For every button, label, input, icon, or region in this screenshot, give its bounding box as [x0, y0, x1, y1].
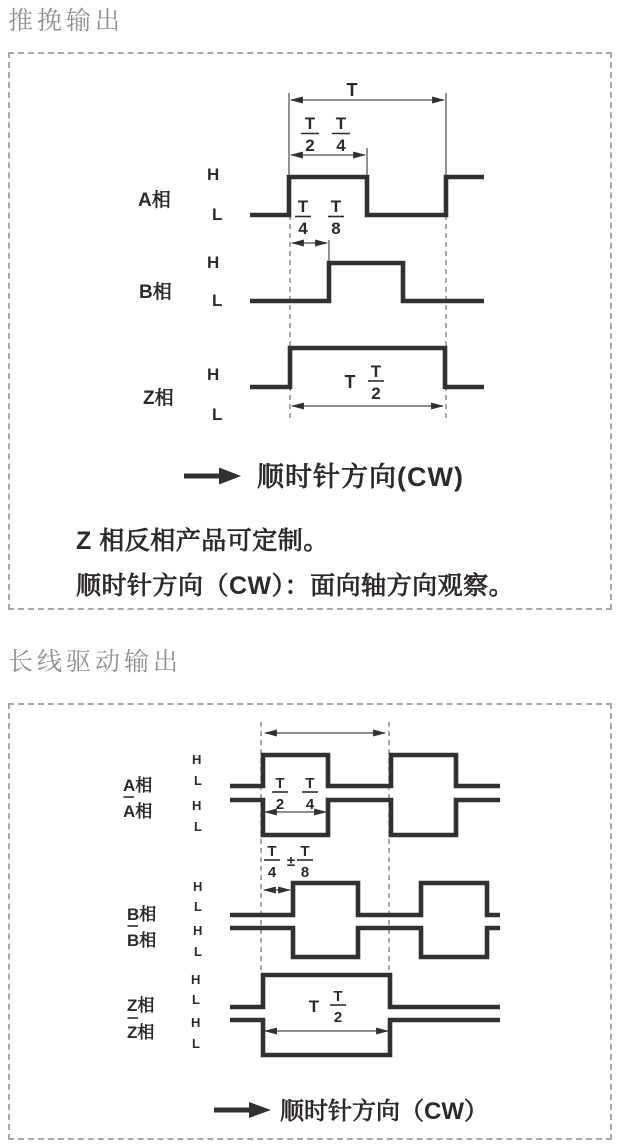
pushpull-section-title: 推挽输出 [8, 7, 125, 35]
phase-b-label: B相 [139, 282, 172, 303]
cw-arrow-icon [219, 468, 241, 485]
phase-b-low-label: L [212, 291, 223, 310]
phase-z-label: Z相 [143, 388, 174, 409]
z-low-label: L [192, 992, 200, 1007]
phase-a-waveform [250, 177, 484, 215]
note-z-invert: Z 相反相产品可定制。 [76, 527, 329, 555]
a-inv-high-label: H [192, 798, 202, 813]
phase-z-low-label: L [212, 405, 223, 424]
frac-t8-den: 8 [300, 864, 310, 881]
frac-t4-den: 4 [305, 796, 315, 813]
cw-direction-label: 顺时针方向（CW） [280, 1098, 488, 1125]
frac-t4-den: 4 [336, 136, 346, 155]
z-inv-high-label: H [191, 1015, 201, 1030]
z-high-label: H [191, 972, 201, 987]
phase-a-waveform [230, 755, 500, 786]
pushpull-timing-diagram [0, 52, 621, 500]
z-frac-t2-den: 2 [333, 1009, 343, 1026]
phase-z-inv-waveform [230, 1020, 500, 1055]
frac-t4b-num: T [267, 843, 277, 860]
z-frac-t2-den: 2 [371, 384, 381, 403]
frac-t2-num: T [304, 114, 316, 133]
frac-t8-num: T [300, 843, 310, 860]
phase-z-inv-label: Z相 [127, 1023, 155, 1042]
z-period-t-label: T [344, 372, 356, 392]
a-inv-low-label: L [194, 819, 202, 834]
a-high-label: H [192, 752, 202, 767]
plus-minus-sign: ± [286, 853, 296, 870]
cw-direction-label: 顺时针方向(CW) [257, 462, 464, 492]
frac-t8-num: T [330, 197, 342, 216]
z-frac-t2-num: T [333, 988, 343, 1005]
frac-t4b-num: T [297, 197, 309, 216]
phase-b-inv-label: B相 [127, 931, 157, 950]
b-inv-high-label: H [193, 923, 203, 938]
phase-b-high-label: H [207, 253, 220, 272]
longline-section-title: 长线驱动输出 [8, 648, 183, 676]
phase-b-waveform [250, 263, 484, 301]
phase-b-inv-waveform [230, 928, 500, 957]
phase-a-inv-waveform [230, 800, 500, 835]
frac-t2-den: 2 [275, 796, 285, 813]
frac-t8-den: 8 [331, 219, 341, 238]
note-cw-definition: 顺时针方向（CW）：面向轴方向观察。 [76, 572, 515, 600]
frac-t4-num: T [335, 114, 347, 133]
frac-t4b-den: 4 [267, 864, 277, 881]
phase-z-label: Z相 [127, 996, 155, 1015]
phase-z-waveform [250, 348, 484, 387]
period-t-label: T [346, 80, 358, 100]
z-period-t-label: T [308, 997, 320, 1016]
frac-t2-num: T [275, 775, 285, 792]
frac-t2-den: 2 [305, 136, 315, 155]
b-high-label: H [193, 879, 203, 894]
frac-t4b-den: 4 [298, 219, 308, 238]
phase-a-inv-label: A相 [123, 802, 153, 821]
b-low-label: L [194, 899, 202, 914]
phase-a-label: A相 [138, 190, 171, 211]
z-frac-t2-num: T [370, 362, 382, 381]
z-inv-low-label: L [192, 1036, 200, 1051]
phase-a-label: A相 [123, 776, 153, 795]
phase-z-high-label: H [207, 365, 220, 384]
a-low-label: L [194, 773, 202, 788]
longline-timing-diagram [0, 703, 621, 1140]
cw-arrow-icon [249, 1102, 271, 1118]
b-inv-low-label: L [194, 944, 202, 959]
phase-z-waveform [230, 975, 500, 1007]
phase-b-waveform [230, 883, 500, 915]
phase-a-high-label: H [207, 165, 220, 184]
frac-t4-num: T [305, 775, 315, 792]
phase-a-low-label: L [212, 205, 223, 224]
phase-b-label: B相 [127, 905, 157, 924]
